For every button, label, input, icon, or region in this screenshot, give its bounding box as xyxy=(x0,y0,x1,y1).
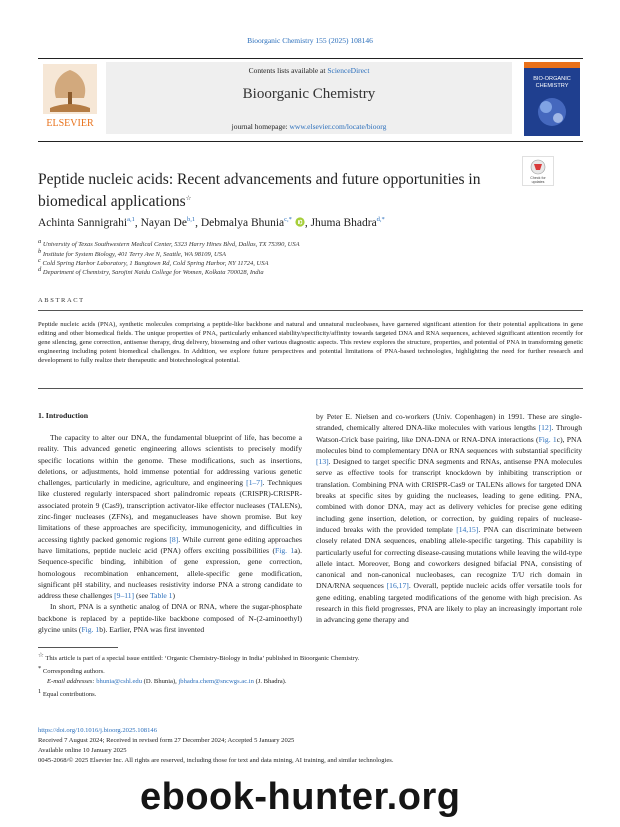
sciencedirect-link[interactable]: ScienceDirect xyxy=(327,66,370,75)
affiliation-key: b xyxy=(38,248,42,255)
online-date: Available online 10 January 2025 xyxy=(38,747,127,754)
body-text: c), PNA molecules bind to complementary DNA or RNA sequences with substantial specificity xyxy=(316,434,582,455)
article-info xyxy=(38,726,583,766)
affiliation-d xyxy=(38,266,578,276)
footnote-text: Equal contributions. xyxy=(42,691,97,699)
author-affiliation-mark[interactable]: d,* xyxy=(376,216,385,223)
cover-line1: BIO-ORGANIC xyxy=(533,76,571,82)
email-owner: (D. Bhunia), xyxy=(142,678,179,686)
footnote-divider xyxy=(38,647,118,648)
body-paragraph xyxy=(316,411,582,626)
affiliation-key: d xyxy=(38,266,42,273)
author-name: Nayan De xyxy=(140,216,187,229)
body-text: ) xyxy=(172,591,175,601)
email-link[interactable]: jbhadra.chem@sncwgs.ac.in xyxy=(178,678,254,686)
copyright-line: 0045-2068/© 2025 Elsevier Inc. All rights are reserved, including those for text and data mining, AI training, and similar technologies. xyxy=(38,757,394,764)
affiliation-text: Department of Chemistry, Sarojini Naidu College for Women, Kolkata 700028, India xyxy=(42,269,264,277)
footnote-star: ☆ This article is part of a special issue entitled: ‘Organic Chemistry-Biology in India’ published in Bioorganic Chemistry. xyxy=(38,652,360,663)
body-text: by Peter E. Nielsen and co-workers (Univ. Copenhagen) in 1991. These are single-stranded, chemically altered DNA-like molecules with various lengths xyxy=(316,412,582,433)
body-text: . Techniques like clustered regularly interspaced short palindromic repeats (CRISPR)-CRISPR-associated protein 9 (Cas9), transcription activator-like effector nucleases (TALENs), zinc-finger nucleases (ZFNs), and meganucleases have shown promise. But key limitations of these approaches are specificity, immunogenicity, and difficulties in accessing tightly packed genomic regions xyxy=(38,478,302,544)
footnote-text: This article is part of a special issue entitled: ‘Organic Chemistry-Biology in India’ published in Bioorganic Chemistry. xyxy=(45,655,360,663)
homepage-line xyxy=(106,122,512,131)
author-list: Achinta Sannigrahi$^{a,1}$, Nayan De$^{b,1}$, Debmalya Bhunia$^{c,*}$ , Jhuma Bhadra$^{d,*}$ xyxy=(38,216,385,229)
citation-link[interactable]: [16,17] xyxy=(386,581,409,591)
cover-line2: CHEMISTRY xyxy=(535,83,569,89)
body-text: . Through Watson-Crick base pairing, like DNA-DNA or RNA-DNA interactions ( xyxy=(316,423,582,444)
email-label: E-mail addresses: xyxy=(47,678,97,686)
affiliation-text: Institute for System Biology, 401 Terry Ave N, Seattle, WA 98109, USA xyxy=(42,251,226,259)
affiliation-key: a xyxy=(38,238,42,245)
homepage-prefix: journal homepage: xyxy=(231,122,290,131)
abstract-text: Peptide nucleic acids (PNA), synthetic molecules comprising a peptide-like backbone and natural and unnatural nucleobases, have garnered significant attention for their potential applications in gene editing and other biomedical fields. The unique properties of PNA, particularly enhanced stability/specificity/affinity towards targeted DNA and RNA sequences, achieved significant attention recently for gene silencing, gene correction, antisense therapy, drug delivery, biosensing and other various diagnostic aspects. This review explores the structure, properties, and potential of PNA in transforming genetic engineering including potent biomedical challenges. In Addition, we explore future perspectives and potential limitations of PNA-based technologies, highlighting the need for further research and development to fully realize their therapeutic and biotechnological potential. xyxy=(38,321,583,364)
author-name: Achinta Sannigrahi xyxy=(38,216,128,229)
publisher-name: ELSEVIER xyxy=(46,118,94,129)
citation-link[interactable]: [9–11] xyxy=(114,591,135,601)
title-footnote-star[interactable]: ☆ xyxy=(185,195,192,202)
email-owner: (J. Bhadra). xyxy=(253,678,287,686)
body-paragraph xyxy=(38,432,302,601)
table-link[interactable]: Table 1 xyxy=(149,591,173,601)
body-text: . Designed to target specific DNA segments and RNAs, antisense PNA molecules serve as effective tools for transcript knockdown by inhibiting transcription or translation. Combining PNA with CRISPR-Cas9 or TALENs allows for targeted DNA breaks at specific sites by guiding the nucleases, leading to gene editing. PNA, combined with donor DNA, may act as delivery vehicles for precise gene editing including gene insertion, deletion, or correction, by guiding repairs of nuclease-induced breaks with the provided template xyxy=(316,457,582,534)
affiliation-key: c xyxy=(38,257,41,264)
body-text: . PNA can discriminate between closely related DNA sequences, enabling allele-specific targeting. This capability is particularly useful for correcting disease-causing mutations while leaving the wild-type allele intact. Moreover, Bong and coworkers designed bifacial PNA, consisting of canonical and non-canonical nucleobases, can recognize T/U rich domain in DNA/RNA sequences xyxy=(316,524,582,591)
orcid-icon[interactable] xyxy=(295,217,305,227)
email-link[interactable]: bhunia@cshl.edu xyxy=(96,678,143,686)
affiliation-a xyxy=(38,238,578,248)
citation-link[interactable]: [14,15] xyxy=(456,524,479,534)
journal-reference[interactable]: Bioorganic Chemistry 155 (2025) 108146 xyxy=(247,36,373,45)
author-affiliation-mark[interactable]: b,1 xyxy=(186,216,196,223)
footnote-emails xyxy=(38,677,583,687)
figure-link[interactable]: Fig. 1 xyxy=(81,625,100,635)
body-text: . While current gene editing approaches have limitations, peptide nucleic acid (PNA) offers exciting possibilities ( xyxy=(38,534,302,555)
article-title-text: Peptide nucleic acids: Recent advancements and future opportunities in biomedical applications xyxy=(38,171,481,211)
article-title xyxy=(38,170,513,211)
citation-link[interactable]: [12] xyxy=(538,423,552,433)
doi-link[interactable]: https://doi.org/10.1016/j.bioorg.2025.108146 xyxy=(38,727,157,734)
abstract-divider xyxy=(38,310,583,311)
watermark: ebook-hunter.org xyxy=(140,776,461,818)
elsevier-logo xyxy=(40,62,100,132)
crossmark-label1: Check for xyxy=(530,176,546,180)
body-column-right xyxy=(316,411,582,626)
body-text: The capacity to alter our DNA, the fundamental blueprint of life, has become a reality. This advanced genetic engineering allows scientists to precisely modify specific locations within the genome. These modifications, such as insertions, deletions, or adjustments, hold immense potential for addressing various genetic challenges, particularly in medicine, agriculture, and engineering xyxy=(38,433,302,488)
journal-name: Bioorganic Chemistry xyxy=(242,86,376,102)
affiliation-text: Cold Spring Harbor Laboratory, 1 Bungtown Rd, Cold Spring Harbor, NY 11724, USA xyxy=(42,260,269,268)
author-name: Debmalya Bhunia xyxy=(200,216,285,229)
author-affiliation-mark[interactable]: c,* xyxy=(284,216,292,223)
body-text: a). Sequence-specific binding, inhibition of gene expression, gene correction, homologous recombination enhancement, allele-specific gene modification, significant pH stability, and nucleases resistivity indorse PNA a strong candidate to address these challenges xyxy=(38,545,302,601)
footnote-corresponding: * Corresponding authors. xyxy=(38,665,105,676)
affiliation-text: University of Texas Southwestern Medical Center, 5323 Harry Hines Blvd, Dallas, TX 75390, USA xyxy=(42,241,300,249)
journal-homepage-link[interactable]: www.elsevier.com/locate/bioorg xyxy=(289,122,387,131)
body-text: (see xyxy=(134,591,150,601)
contents-line xyxy=(106,66,512,75)
section-heading: 1. Introduction xyxy=(38,411,89,420)
author-name: Jhuma Bhadra xyxy=(310,216,377,229)
citation-link[interactable]: [1–7] xyxy=(246,478,263,488)
citation-link[interactable]: [8] xyxy=(169,534,179,544)
footnote-equal: $^1$ Equal contributions. xyxy=(38,688,97,699)
check-for-updates-badge[interactable] xyxy=(522,156,554,186)
body-text: In short, PNA is a synthetic analog of DNA or RNA, where the sugar-phosphate backbone is replaced by a peptide-like backbone composed of N-(2-aminoethyl) glycine units ( xyxy=(38,602,302,635)
figure-link[interactable]: Fig. 1 xyxy=(538,434,557,444)
author-affiliation-mark[interactable]: a,1 xyxy=(127,216,135,223)
body-text: b). Earlier, PNA was first invented xyxy=(99,625,205,635)
footnotes xyxy=(38,651,583,701)
body-text: . Overall, peptide nucleic acids offer versatile tools for gene editing, enabling targeted modifications of the genome with high precision. As research in this field progresses, PNA are likely to play an increasingly important role in advancing gene therapy and xyxy=(316,581,582,625)
crossmark-label2: updates xyxy=(531,180,545,184)
citation-link[interactable]: [13] xyxy=(316,457,329,467)
abstract-divider-bottom xyxy=(38,388,583,389)
contents-prefix: Contents lists available at xyxy=(248,66,328,75)
footnote-text: Corresponding authors. xyxy=(42,668,105,676)
abstract-heading: ABSTRACT xyxy=(38,297,85,304)
body-column-left xyxy=(38,432,302,635)
body-paragraph xyxy=(38,601,302,635)
received-dates: Received 7 August 2024; Received in revised form 27 December 2024; Accepted 5 January 2025 xyxy=(38,737,295,744)
figure-link[interactable]: Fig. 1 xyxy=(275,545,295,555)
journal-cover-image xyxy=(524,62,580,136)
